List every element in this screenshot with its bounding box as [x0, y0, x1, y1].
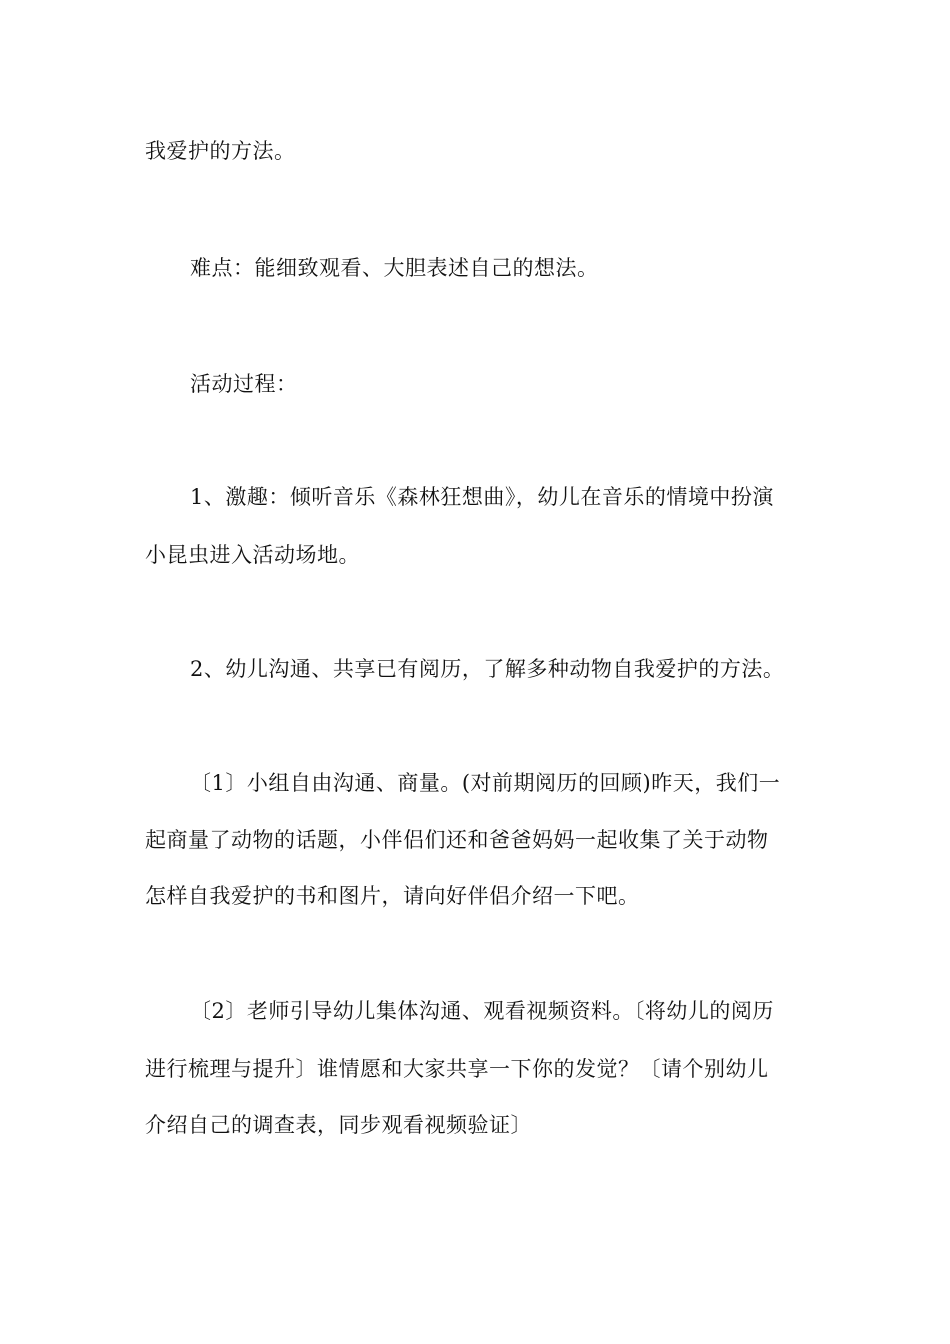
activity-process-heading: 活动过程：	[190, 372, 298, 396]
step-2-line: 2、幼儿沟通、共享已有阅历，了解多种动物自我爱护的方法。	[190, 657, 785, 681]
substep-2-line-3: 介绍自己的调查表，同步观看视频验证〕	[145, 1113, 532, 1137]
substep-1-line-3: 怎样自我爱护的书和图片，请向好伴侣介绍一下吧。	[145, 884, 640, 908]
step-1-line-1: 1、激趣：倾听音乐《森林狂想曲》，幼儿在音乐的情境中扮演	[190, 485, 774, 509]
substep-2-line-1: 〔2〕老师引导幼儿集体沟通、观看视频资料。〔将幼儿的阅历	[190, 999, 774, 1023]
substep-1-line-2: 起商量了动物的话题，小伴侣们还和爸爸妈妈一起收集了关于动物	[145, 828, 769, 852]
substep-2-line-2: 进行梳理与提升〕谁情愿和大家共享一下你的发觉？〔请个别幼儿	[145, 1057, 769, 1081]
substep-1-line-1: 〔1〕小组自由沟通、商量。(对前期阅历的回顾)昨天，我们一	[190, 771, 781, 795]
step-1-line-2: 小昆虫进入活动场地。	[145, 543, 360, 567]
paragraph-continuation-line: 我爱护的方法。	[145, 139, 296, 163]
difficulty-line: 难点：能细致观看、大胆表述自己的想法。	[190, 256, 599, 280]
